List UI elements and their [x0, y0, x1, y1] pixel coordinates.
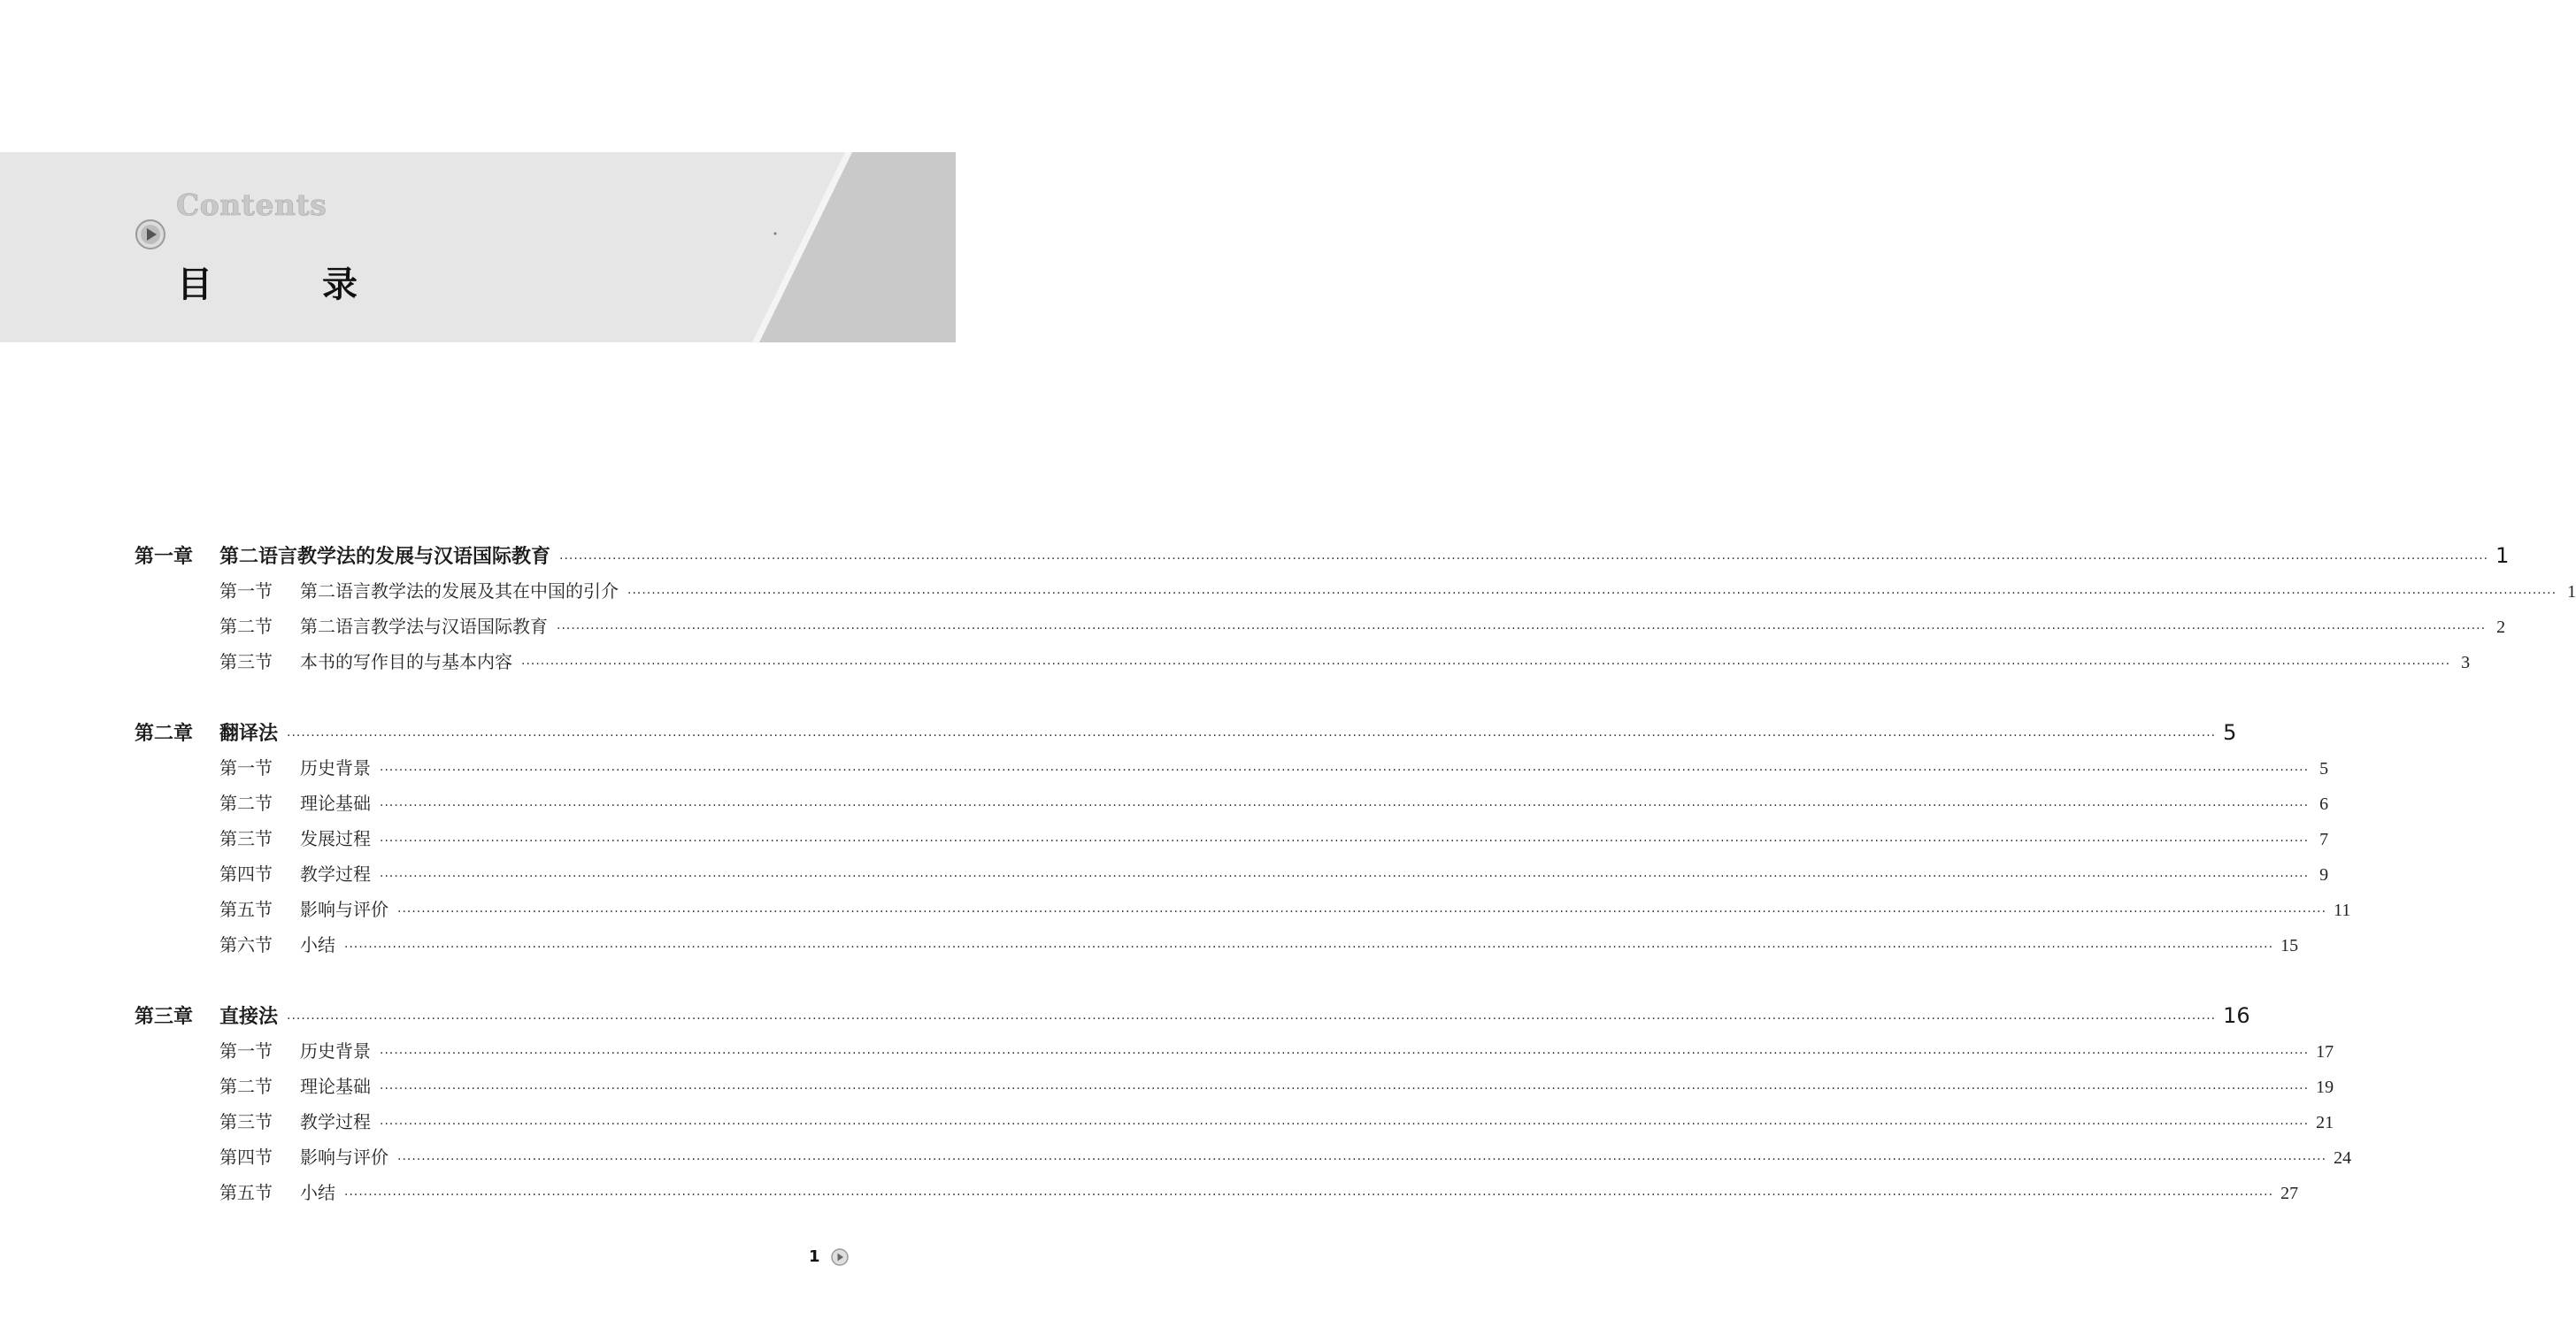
chapter-page: 16	[2223, 1003, 2250, 1028]
page-title: 目 录	[177, 265, 395, 305]
section-number: 第二节	[219, 1076, 273, 1097]
section-title: 影响与评价	[300, 899, 388, 920]
dot-leader: ················································································································································································································································································································································································································	[380, 1082, 2310, 1096]
section-title: 第二语言教学法与汉语国际教育	[300, 616, 548, 637]
toc-section-row	[219, 789, 2329, 815]
section-number: 第三节	[219, 828, 273, 849]
section-page: 3	[2461, 653, 2471, 672]
toc-section-row	[219, 860, 2329, 886]
section-number: 第四节	[219, 1147, 273, 1168]
chapter-title: 第二语言教学法的发展与汉语国际教育	[219, 546, 551, 568]
section-number: 第三节	[219, 651, 273, 672]
chapter-page: 1	[2495, 543, 2510, 568]
dot-leader: ················································································································································································································································································································································································································	[287, 729, 2217, 743]
section-title: 历史背景	[300, 1040, 371, 1062]
section-page: 21	[2316, 1113, 2334, 1132]
dot-leader: ················································································································································································································································································································································································································	[380, 1047, 2310, 1061]
section-page: 17	[2316, 1042, 2334, 1062]
section-page: 24	[2334, 1148, 2352, 1168]
section-title: 教学过程	[300, 1111, 371, 1132]
toc-section-row	[219, 931, 2299, 956]
dot-leader: ················································································································································································································································································································································································································	[287, 1012, 2217, 1026]
dot-leader: ················································································································································································································································································································································································································	[380, 834, 2310, 848]
chapter-number: 第三章	[135, 1006, 194, 1028]
dot-leader: ················································································································································································································································································································································································································	[380, 799, 2310, 813]
section-number: 第二节	[219, 793, 273, 814]
section-number: 第二节	[219, 616, 273, 637]
section-page: 19	[2316, 1078, 2334, 1097]
contents-label: Contents	[176, 188, 327, 222]
section-title: 本书的写作目的与基本内容	[300, 651, 512, 672]
dot-leader: ················································································································································································································································································································································································································	[344, 1188, 2274, 1202]
dot-leader: ················································································································································································································································································································································································································	[397, 905, 2327, 919]
section-number: 第六节	[219, 934, 273, 955]
section-page: 9	[2319, 865, 2329, 885]
section-number: 第三节	[219, 1111, 273, 1132]
section-number: 第一节	[219, 757, 273, 779]
chapter-number: 第二章	[135, 723, 194, 745]
toc-section-row	[219, 577, 2576, 602]
dot-leader: ················································································································································································································································································································································································································	[557, 622, 2487, 636]
section-page: 1	[2567, 582, 2576, 602]
dot-leader: ················································································································································································································································································································································································································	[397, 1153, 2327, 1167]
section-title: 小结	[300, 934, 335, 955]
toc-section-row	[219, 1072, 2334, 1098]
section-number: 第五节	[219, 899, 273, 920]
toc-section-row	[219, 1178, 2299, 1204]
section-page: 2	[2496, 618, 2506, 637]
section-number: 第五节	[219, 1182, 273, 1203]
section-page: 6	[2319, 794, 2329, 814]
dot-leader: ················································································································································································································································································································································································································	[521, 657, 2451, 671]
section-page: 15	[2280, 936, 2299, 955]
toc-section-row	[219, 754, 2329, 779]
section-page: 7	[2319, 830, 2329, 849]
chapter-page: 5	[2223, 720, 2237, 745]
toc-chapter-row	[135, 718, 2237, 746]
dot-leader: ················································································································································································································································································································································································································	[380, 1117, 2310, 1132]
dot-leader: ················································································································································································································································································································································································································	[380, 763, 2310, 778]
section-title: 教学过程	[300, 863, 371, 885]
play-circle-icon	[830, 1247, 850, 1267]
page-number: 1	[809, 1247, 820, 1266]
dot-leader: ················································································································································································································································································································································································································	[344, 940, 2274, 955]
chapter-title: 直接法	[219, 1006, 279, 1028]
chapter-number: 第一章	[135, 546, 194, 568]
dot-leader: ················································································································································································································································································································································································································	[380, 870, 2310, 884]
toc-section-row	[219, 895, 2351, 921]
section-title: 理论基础	[300, 793, 371, 814]
toc-chapter-row	[135, 541, 2510, 569]
dot-leader: ················································································································································································································································································································································································································	[559, 552, 2489, 566]
toc-section-row	[219, 1037, 2334, 1063]
section-title: 影响与评价	[300, 1147, 388, 1168]
section-page: 5	[2319, 759, 2329, 779]
section-title: 第二语言教学法的发展及其在中国的引介	[300, 580, 619, 602]
section-number: 第一节	[219, 580, 273, 602]
toc-chapter-row	[135, 1001, 2250, 1029]
section-number: 第一节	[219, 1040, 273, 1062]
chapter-title: 翻译法	[219, 723, 279, 745]
section-page: 27	[2280, 1184, 2299, 1203]
toc-section-row	[219, 825, 2329, 850]
toc-section-row	[219, 612, 2506, 638]
section-title: 历史背景	[300, 757, 371, 779]
section-title: 发展过程	[300, 828, 371, 849]
toc-section-row	[219, 648, 2471, 673]
section-title: 理论基础	[300, 1076, 371, 1097]
toc-section-row	[219, 1143, 2352, 1169]
dot-leader: ················································································································································································································································································································································································································	[627, 587, 2557, 601]
section-title: 小结	[300, 1182, 335, 1203]
toc-section-row	[219, 1108, 2334, 1133]
section-page: 11	[2334, 901, 2351, 920]
play-circle-icon	[135, 219, 166, 250]
section-number: 第四节	[219, 863, 273, 885]
